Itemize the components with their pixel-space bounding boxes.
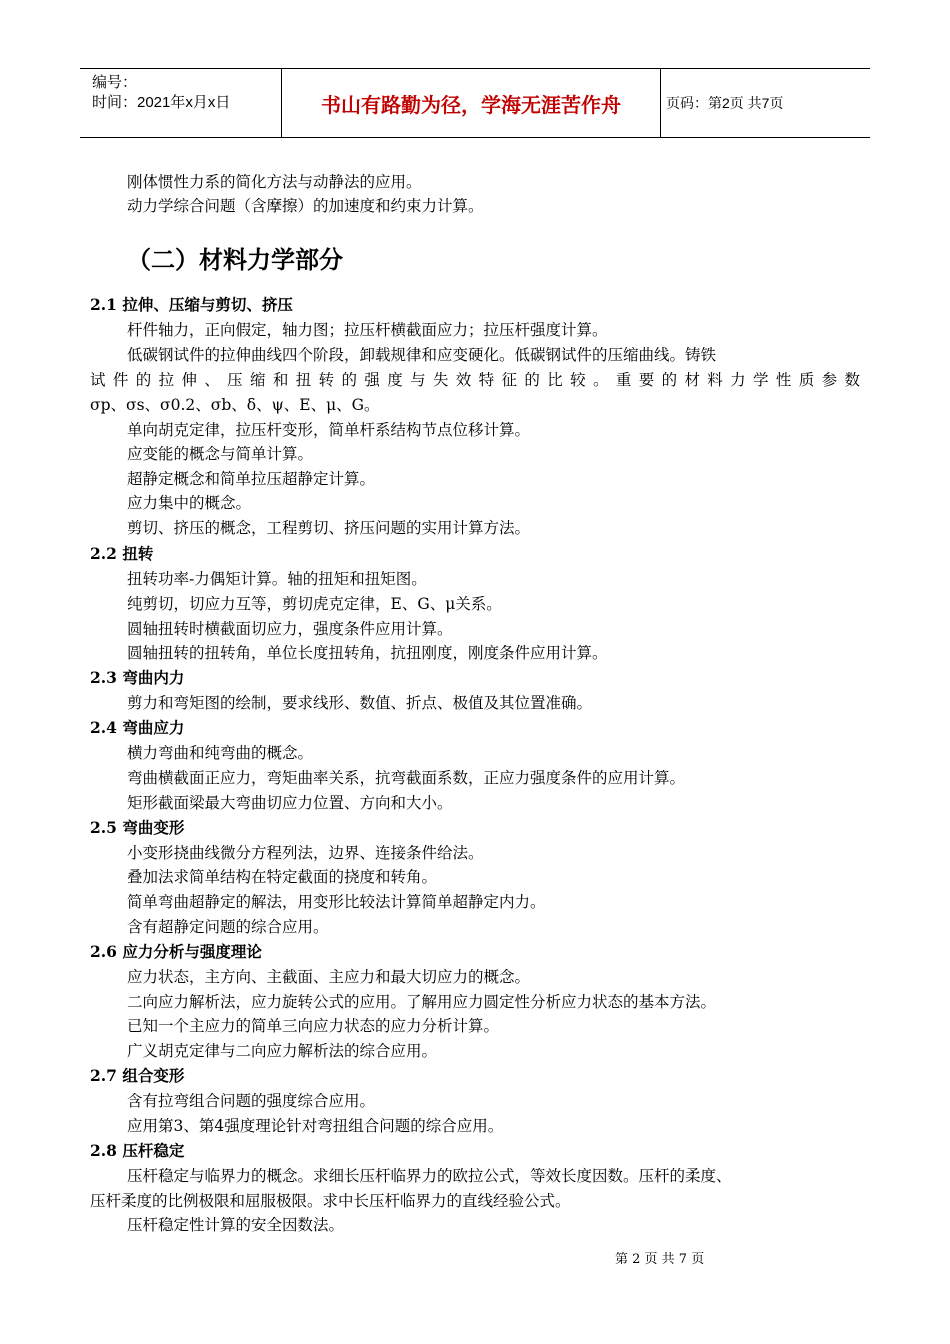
page-header: [80, 68, 870, 138]
para-line: 圆轴扭转时横截面切应力，强度条件应用计算。: [127, 620, 453, 638]
page-footer: 第 2 页 共 7 页: [615, 1252, 705, 1267]
heading-2-6: 2.6 应力分析与强度理论: [90, 942, 262, 961]
para-line: 弯曲横截面正应力，弯矩曲率关系，抗弯截面系数，正应力强度条件的应用计算。: [127, 769, 686, 787]
heading-2-5: 2.5 弯曲变形: [90, 818, 185, 837]
header-meta: [80, 69, 282, 137]
heading-2-2: 2.2 扭转: [90, 544, 154, 563]
intro-line: 刚体惯性力系的简化方法与动静法的应用。: [127, 173, 422, 191]
para-line: 纯剪切，切应力互等，剪切虎克定律，E、G、μ关系。: [127, 595, 502, 613]
para-line: 小变形挠曲线微分方程列法，边界、连接条件给法。: [127, 844, 484, 862]
para-line: 圆轴扭转的扭转角，单位长度扭转角，抗扭刚度，刚度条件应用计算。: [127, 644, 608, 662]
para-line: 剪力和弯矩图的绘制，要求线形、数值、折点、极值及其位置准确。: [127, 694, 593, 712]
para-line: 压杆柔度的比例极限和屈服极限。求中长压杆临界力的直线经验公式。: [90, 1192, 571, 1210]
para-line: 横力弯曲和纯弯曲的概念。: [127, 744, 314, 762]
para-line: 低碳钢试件的拉伸曲线四个阶段，卸载规律和应变硬化。低碳钢试件的压缩曲线。铸铁: [127, 346, 717, 364]
para-line: 应变能的概念与简单计算。: [127, 445, 314, 463]
para-line: 剪切、挤压的概念，工程剪切、挤压问题的实用计算方法。: [127, 519, 531, 537]
intro-line: 动力学综合问题（含摩擦）的加速度和约束力计算。: [127, 197, 484, 215]
heading-2-3: 2.3 弯曲内力: [90, 668, 185, 687]
para-line: 杆件轴力，正向假定，轴力图；拉压杆横截面应力；拉压杆强度计算。: [127, 321, 608, 339]
section-title: （二）材料力学部分: [127, 246, 343, 274]
para-line: 矩形截面梁最大弯曲切应力位置、方向和大小。: [127, 794, 453, 812]
para-line: 含有超静定问题的综合应用。: [127, 918, 329, 936]
para-line: 应力状态，主方向、主截面、主应力和最大切应力的概念。: [127, 968, 531, 986]
para-line: 含有拉弯组合问题的强度综合应用。: [127, 1092, 376, 1110]
para-line: 叠加法求简单结构在特定截面的挠度和转角。: [127, 868, 438, 886]
heading-2-7: 2.7 组合变形: [90, 1066, 185, 1085]
para-line: 单向胡克定律，拉压杆变形，简单杆系结构节点位移计算。: [127, 421, 531, 439]
header-page-info: 页码：第2页 共7页: [666, 95, 784, 111]
para-line: σp、σs、σ0.2、σb、δ、ψ、E、μ、G。: [90, 396, 380, 414]
para-line: 简单弯曲超静定的解法，用变形比较法计算简单超静定内力。: [127, 893, 546, 911]
para-line: 二向应力解析法，应力旋转公式的应用。了解用应力圆定性分析应力状态的基本方法。: [127, 993, 717, 1011]
header-motto: 书山有路勤为径，学海无涯苦作舟: [282, 69, 661, 137]
para-line: 已知一个主应力的简单三向应力状态的应力分析计算。: [127, 1017, 500, 1035]
heading-2-8: 2.8 压杆稳定: [90, 1141, 185, 1160]
para-line: 试件的拉伸、压缩和扭转的强度与失效特征的比较。重要的材料力学性质参数: [90, 371, 860, 389]
para-line: 应力集中的概念。: [127, 494, 252, 512]
para-line: 压杆稳定与临界力的概念。求细长压杆临界力的欧拉公式，等效长度因数。压杆的柔度、: [127, 1167, 732, 1185]
para-line: 扭转功率-力偶矩计算。轴的扭矩和扭矩图。: [127, 570, 427, 588]
para-line: 广义胡克定律与二向应力解析法的综合应用。: [127, 1042, 438, 1060]
para-line: 压杆稳定性计算的安全因数法。: [127, 1216, 345, 1234]
heading-2-1: 2.1 拉伸、压缩与剪切、挤压: [90, 295, 293, 314]
para-line: 超静定概念和简单拉压超静定计算。: [127, 470, 376, 488]
para-line: 应用第3、第4强度理论针对弯扭组合问题的综合应用。: [127, 1117, 504, 1135]
time-label: 时间：2021年x月x日: [92, 94, 231, 111]
number-label: 编号：: [92, 74, 138, 91]
heading-2-4: 2.4 弯曲应力: [90, 718, 185, 737]
